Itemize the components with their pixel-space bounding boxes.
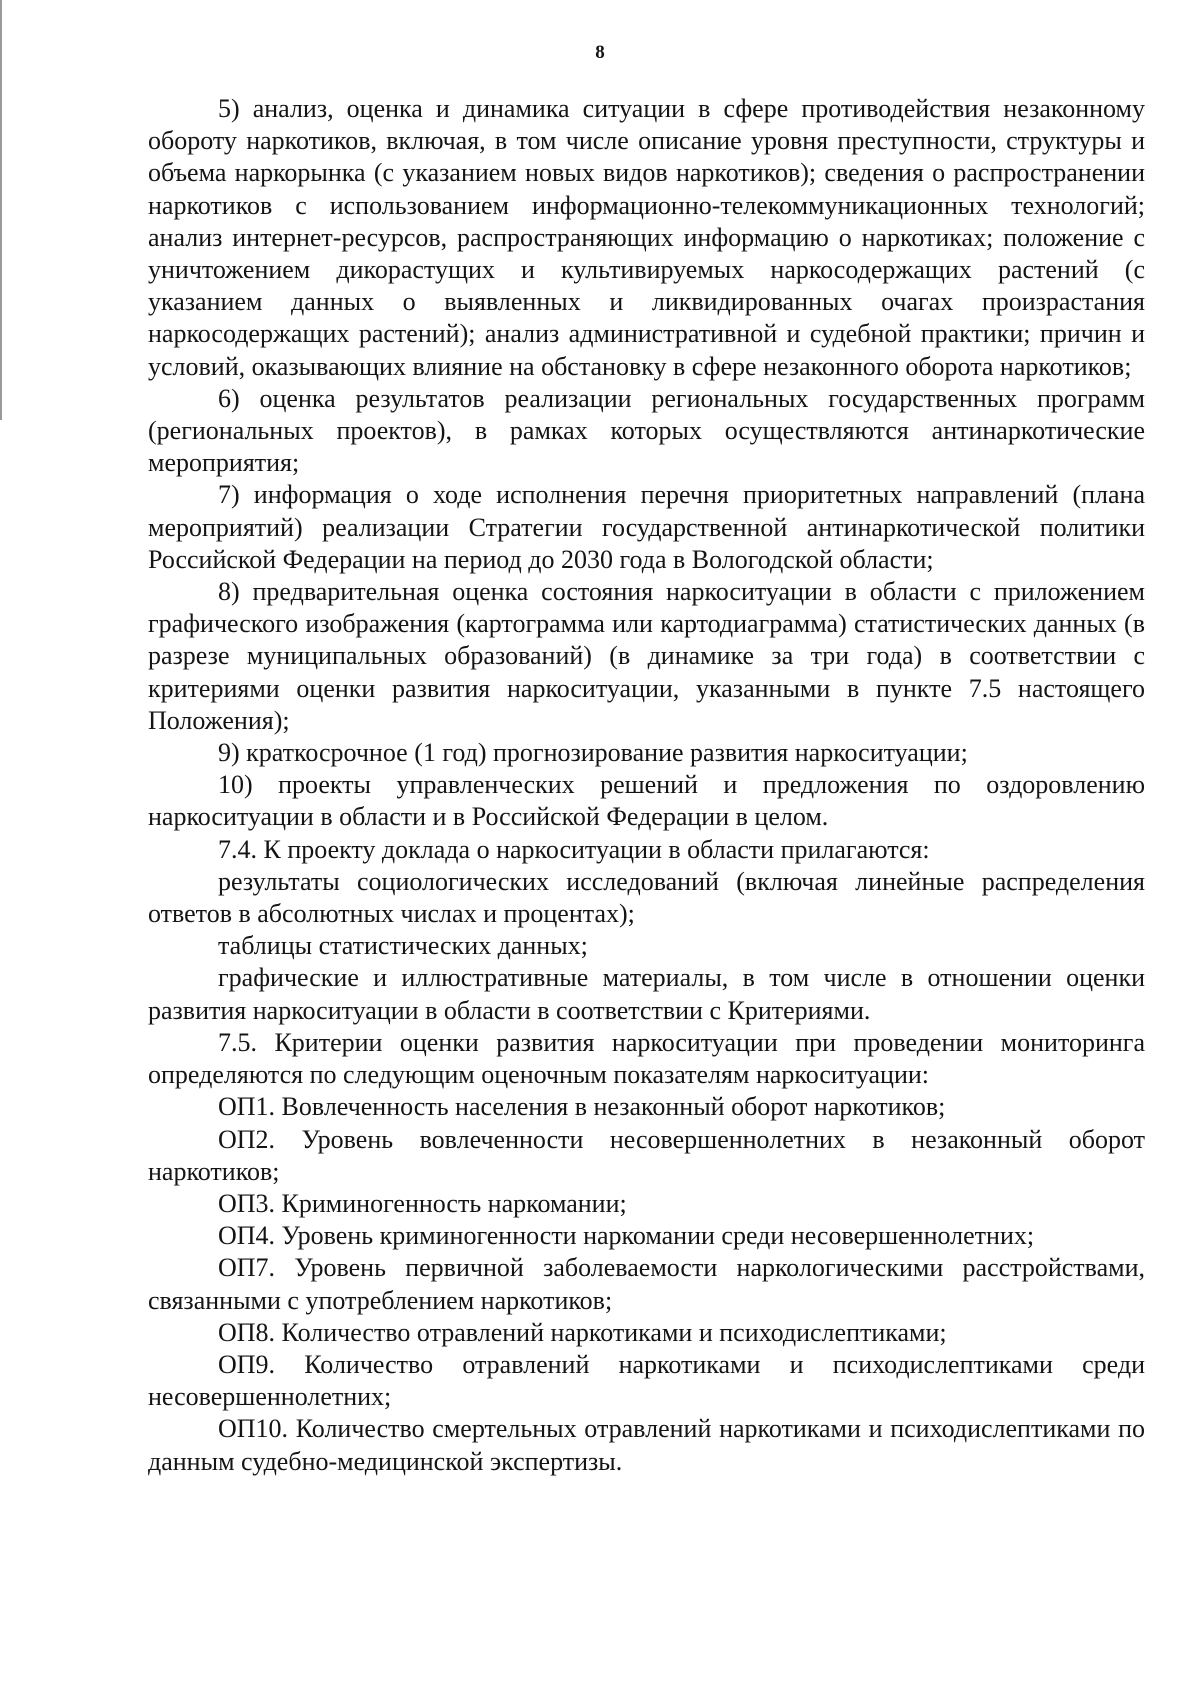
paragraph-item-9: 9) краткосрочное (1 год) прогнозирование развития наркоситуации;	[218, 738, 968, 768]
paragraph-item-7: 7) информация о ходе исполнения перечня приоритетных направлений (плана мероприятий) реализации Стратегии государственной антинаркотической политики Российской Федерации на период до 2030 года в Вологодской области;	[148, 480, 1145, 574]
paragraph-item-8: 8) предварительная оценка состояния наркоситуации в области с приложением графического изображения (картограмма или картодиаграмма) статистических данных (в разрезе муниципальных образований) (в динамике за три года) в соответствии с критериями оценки развития наркоситуации, указанными в пункте 7.5 настоящего Положения);	[148, 577, 1145, 735]
section-7-5-heading: 7.5. Критерии оценки развития наркоситуации при проведении мониторинга определяются по следующим оценочным показателям наркоситуации:	[148, 1027, 1145, 1090]
indicator-op9: ОП9. Количество отравлений наркотиками и психодислептиками среди несовершеннолетних;	[148, 1349, 1145, 1412]
indicator-op8: ОП8. Количество отравлений наркотиками и психодислептиками;	[218, 1317, 947, 1347]
attachment-statistics-tables: таблицы статистических данных;	[218, 931, 588, 961]
indicator-op2: ОП2. Уровень вовлеченности несовершеннолетних в незаконный оборот наркотиков;	[148, 1124, 1145, 1186]
document-body	[148, 93, 1145, 1478]
page-number: 8	[595, 42, 605, 63]
attachment-graphic-materials: графические и иллюстративные материалы, в том числе в отношении оценки развития наркоситуации в области в соответствии с Критериями.	[148, 963, 1145, 1025]
paragraph-item-5: 5) анализ, оценка и динамика ситуации в сфере противодействия незаконному обороту наркотиков, включая, в том числе описание уровня преступности, структуры и объема наркорынка (с указанием новых видов наркотиков); сведения о распространении наркотиков с использованием информационно-телекоммуникационных технологий; анализ интернет-ресурсов, распространяющих информацию о наркотиках; положение с уничтожением дикорастущих и культивируемых наркосодержащих растений (с указанием данных о выявленных и ликвидированных очагах произрастания наркосодержащих растений); анализ административной и судебной практики; причин и условий, оказывающих влияние на обстановку в сфере незаконного оборота наркотиков;	[148, 94, 1145, 381]
indicator-op10: ОП10. Количество смертельных отравлений наркотиками и психодислептиками по данным судебно-медицинской экспертизы.	[148, 1414, 1145, 1476]
indicator-op7: ОП7. Уровень первичной заболеваемости наркологическими расстройствами, связанными с употреблением наркотиков;	[148, 1253, 1145, 1315]
section-7-4-heading: 7.4. К проекту доклада о наркоситуации в области прилагаются:	[218, 834, 930, 864]
paragraph-item-6: 6) оценка результатов реализации региональных государственных программ (региональных проектов), в рамках которых осуществляются антинаркотические мероприятия;	[148, 383, 1145, 478]
indicator-op1: ОП1. Вовлеченность населения в незаконный оборот наркотиков;	[218, 1092, 946, 1122]
indicator-op4: ОП4. Уровень криминогенности наркомании среди несовершеннолетних;	[218, 1221, 1035, 1251]
attachment-sociological-results: результаты социологических исследований (включая линейные распределения ответов в абсолютных числах и процентах);	[148, 866, 1145, 929]
paragraph-item-10: 10) проекты управленческих решений и предложения по оздоровлению наркоситуации в области и в Российской Федерации в целом.	[148, 770, 1145, 832]
indicator-op3: ОП3. Криминогенность наркомании;	[218, 1188, 627, 1218]
